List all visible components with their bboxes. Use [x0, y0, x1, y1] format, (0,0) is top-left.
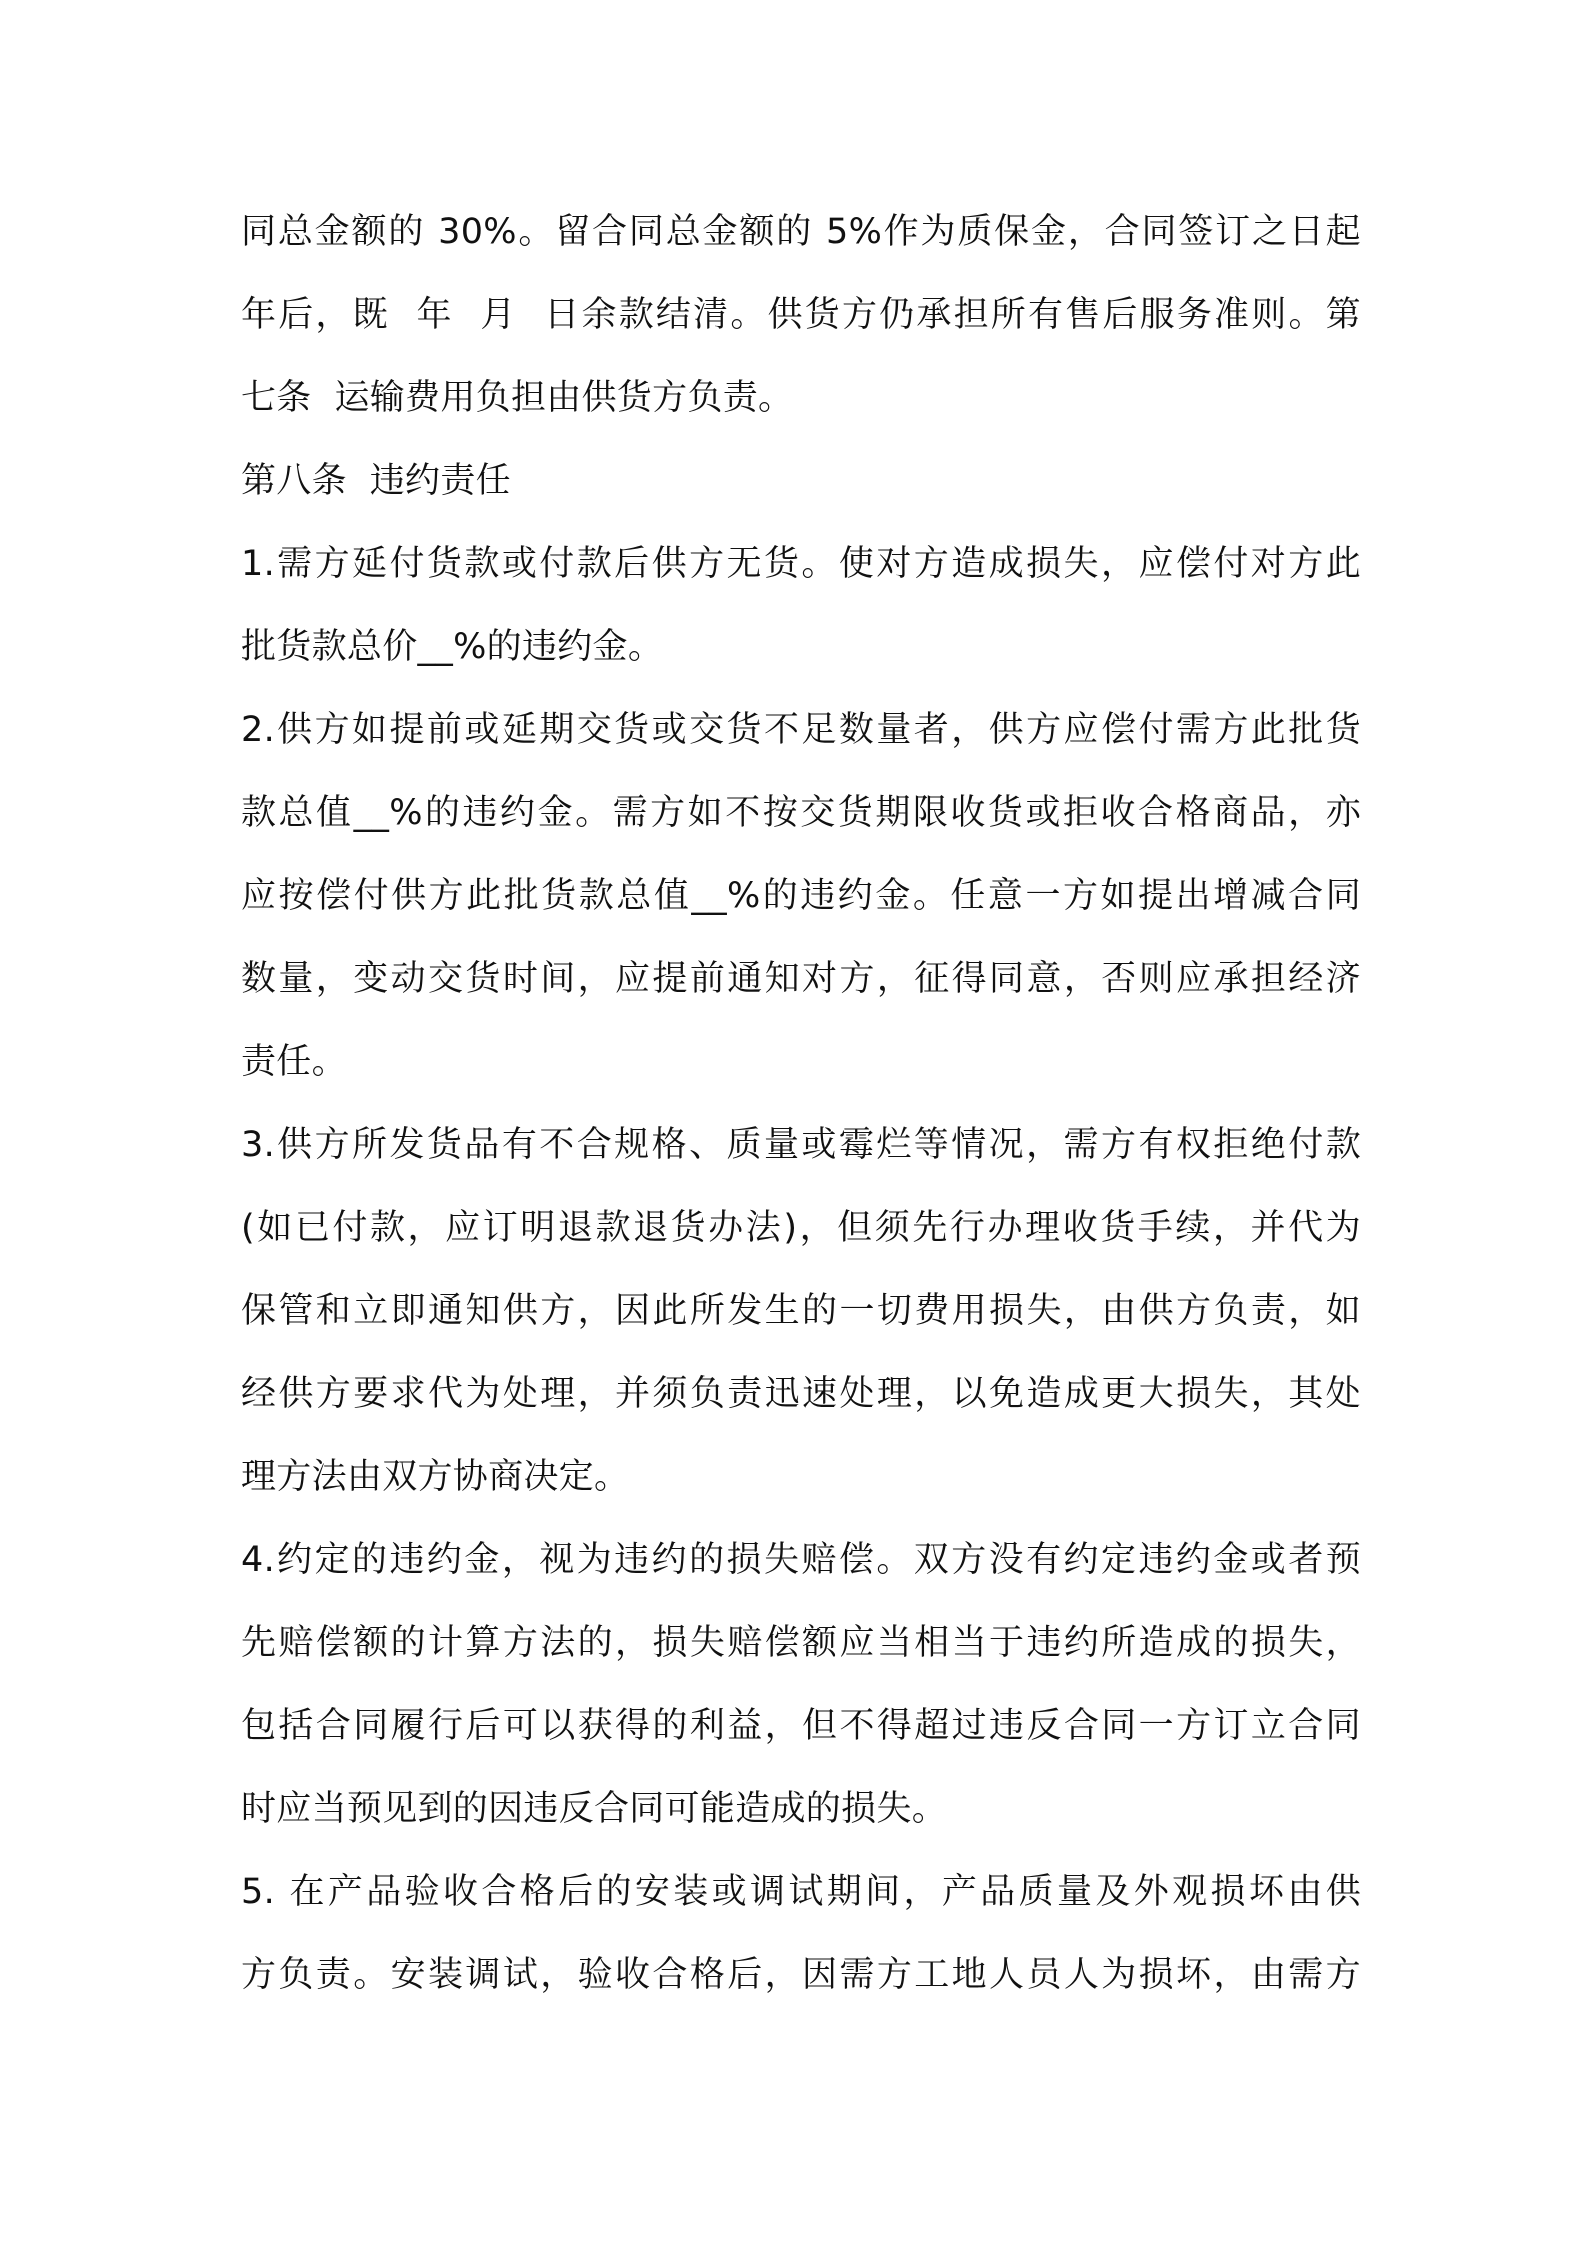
- text-line: 5. 在产品验收合格后的安装或调试期间，产品质量及外观损坏由供: [241, 1872, 1361, 1912]
- text-line: 先赔偿额的计算方法的，损失赔偿额应当相当于违约所造成的损失，: [241, 1623, 1361, 1663]
- text-line: 应按偿付供方此批货款总值__%的违约金。任意一方如提出增减合同: [241, 876, 1361, 916]
- text-line: 3.供方所发货品有不合规格、质量或霉烂等情况，需方有权拒绝付款: [241, 1125, 1361, 1165]
- text-line: (如已付款，应订明退款退货办法)，但须先行办理收货手续，并代为: [241, 1208, 1361, 1248]
- text-line: 保管和立即通知供方，因此所发生的一切费用损失，由供方负责，如: [241, 1291, 1361, 1331]
- section-heading: 第八条 违约责任: [241, 461, 511, 501]
- text-line: 4.约定的违约金，视为违约的损失赔偿。双方没有约定违约金或者预: [241, 1540, 1361, 1580]
- text-line: 1.需方延付货款或付款后供方无货。使对方造成损失，应偿付对方此: [241, 544, 1361, 584]
- text-line: 数量，变动交货时间，应提前通知对方，征得同意，否则应承担经济: [241, 959, 1361, 999]
- text-line: 2.供方如提前或延期交货或交货不足数量者，供方应偿付需方此批货: [241, 710, 1361, 750]
- text-line: 包括合同履行后可以获得的利益，但不得超过违反合同一方订立合同: [241, 1706, 1361, 1746]
- text-line: 责任。: [241, 1042, 347, 1082]
- text-line: 理方法由双方协商决定。: [241, 1457, 630, 1497]
- text-line: 经供方要求代为处理，并须负责迅速处理，以免造成更大损失，其处: [241, 1374, 1361, 1414]
- text-line: 方负责。安装调试，验收合格后，因需方工地人员人为损坏，由需方: [241, 1955, 1361, 1995]
- text-line: 七条 运输费用负担由供货方负责。: [241, 378, 794, 418]
- text-line: 款总值__%的违约金。需方如不按交货期限收货或拒收合格商品，亦: [241, 793, 1361, 833]
- text-line: 批货款总价__%的违约金。: [241, 627, 664, 667]
- text-line: 时应当预见到的因违反合同可能造成的损失。: [241, 1789, 948, 1829]
- text-line: 同总金额的 30%。留合同总金额的 5%作为质保金，合同签订之日起: [241, 212, 1361, 252]
- text-line: 年后，既 年 月 日余款结清。供货方仍承担所有售后服务准则。第: [241, 295, 1361, 335]
